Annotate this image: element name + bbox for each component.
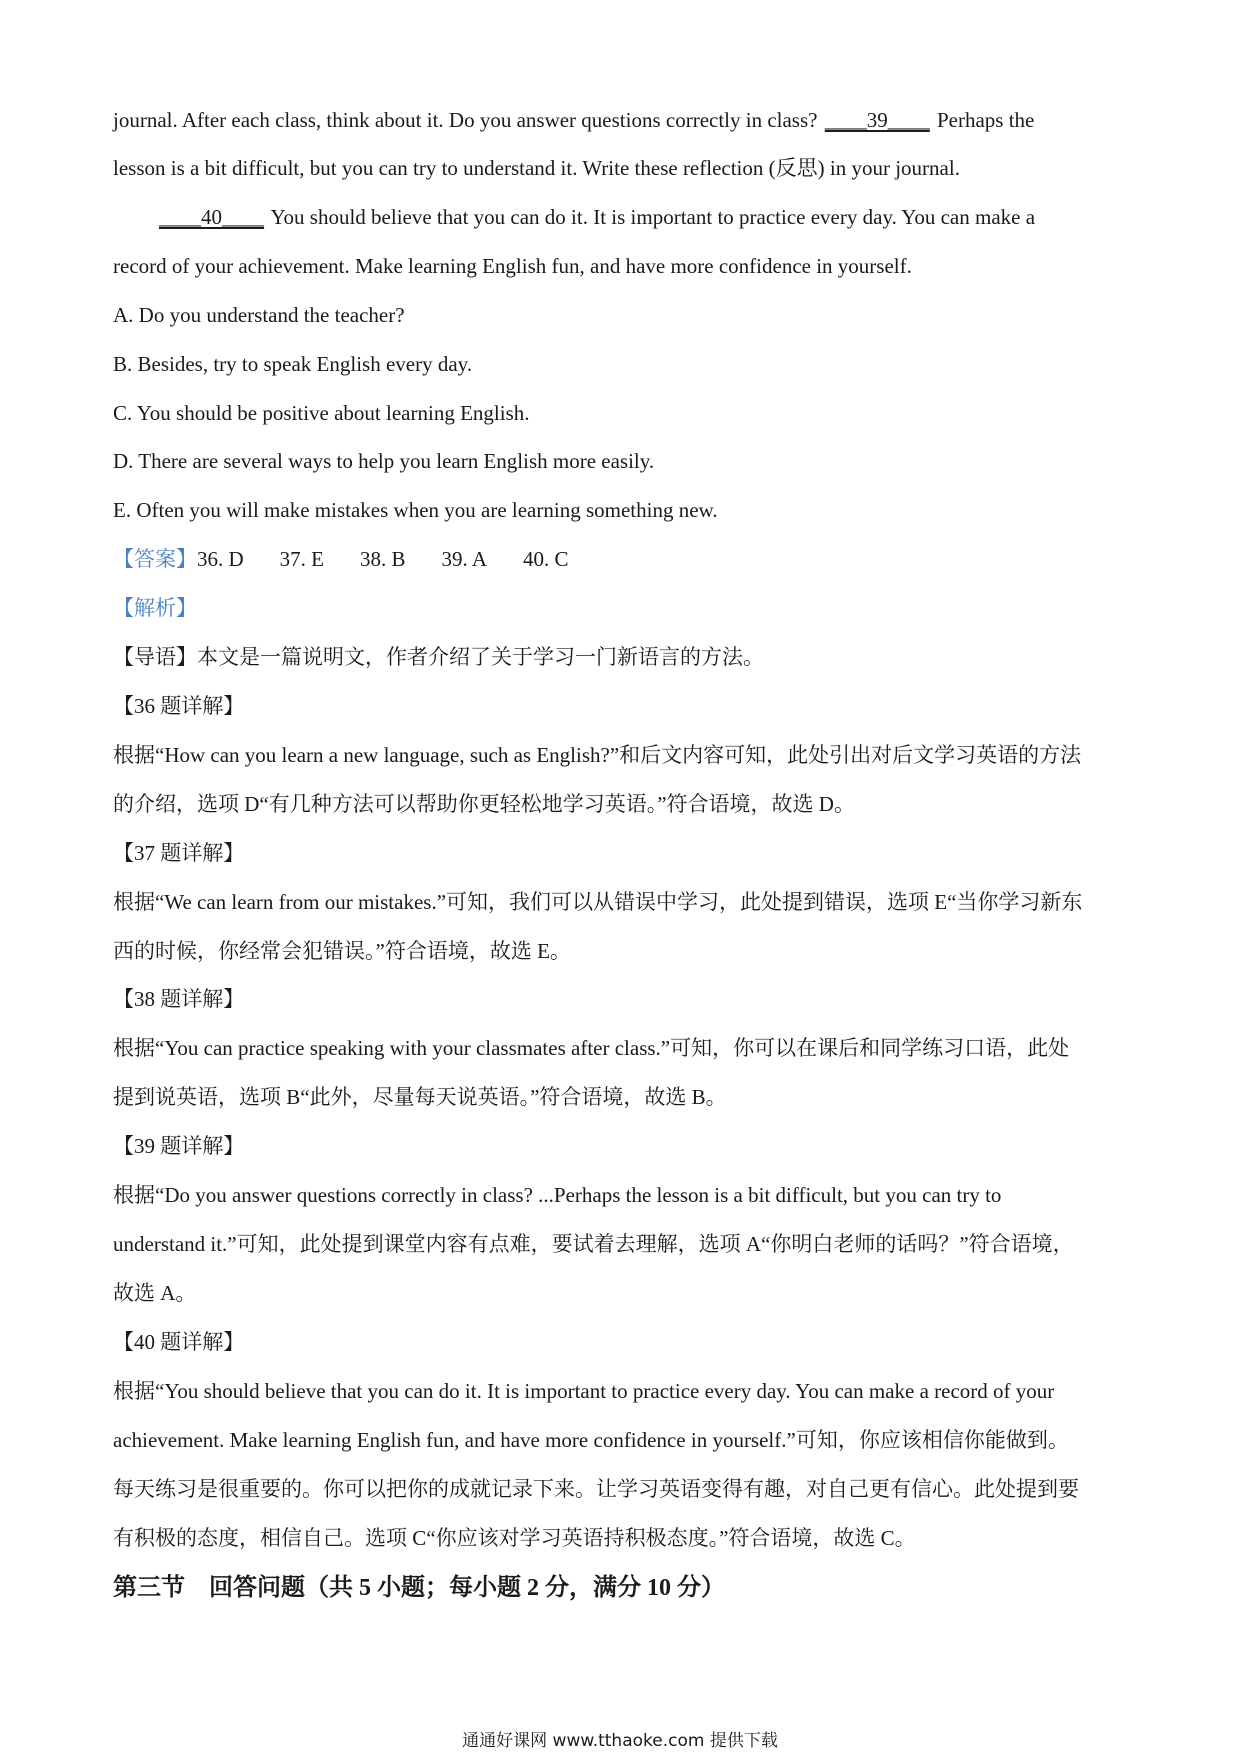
passage-line-3 <box>157 203 1035 231</box>
answer-item: 40. C <box>523 547 569 571</box>
answer-item: 36. D <box>197 547 244 571</box>
detail-39-line: understand it.”可知，此处提到课堂内容有点难，要试着去理解，选项 A“你明白老师的话吗？”符合语境， <box>113 1232 1074 1256</box>
detail-37-heading: 【37 题详解】 <box>113 841 245 865</box>
detail-39-line: 故选 A。 <box>113 1281 197 1305</box>
answer-item: 39. A <box>441 547 488 571</box>
blank-40: ____40____ <box>159 205 264 229</box>
detail-40-line: 每天练习是很重要的。你可以把你的成就记录下来。让学习英语变得有趣，对自己更有信心。此处提到要 <box>113 1477 1079 1501</box>
answer-item: 38. B <box>360 547 406 571</box>
section-title: 第三节 回答问题（共 5 小题；每小题 2 分，满分 10 分） <box>113 1575 725 1601</box>
answer-row <box>113 545 605 573</box>
detail-36-heading: 【36 题详解】 <box>113 694 245 718</box>
option-b: B. Besides, try to speak English every day. <box>113 352 473 376</box>
detail-40-line: 有积极的态度，相信自己。选项 C“你应该对学习英语持积极态度。”符合语境，故选 C。 <box>113 1526 916 1550</box>
guide-text: 【导语】本文是一篇说明文，作者介绍了关于学习一门新语言的方法。 <box>113 645 764 669</box>
option-d: D. There are several ways to help you learn English more easily. <box>113 449 655 473</box>
detail-36-line: 的介绍，选项 D“有几种方法可以帮助你更轻松地学习英语。”符合语境，故选 D。 <box>113 792 855 816</box>
passage-line-4: record of your achievement. Make learning English fun, and have more confidence in yourself. <box>113 254 912 278</box>
option-e: E. Often you will make mistakes when you are learning something new. <box>113 498 718 522</box>
detail-37-line: 西的时候，你经常会犯错误。”符合语境，故选 E。 <box>113 939 571 963</box>
detail-38-line: 提到说英语，选项 B“此外，尽量每天说英语。”符合语境，故选 B。 <box>113 1085 727 1109</box>
passage-line-1 <box>113 106 1034 134</box>
detail-39-line: 根据“Do you answer questions correctly in class? ...Perhaps the lesson is a bit difficult, but you can try to <box>113 1183 1002 1207</box>
option-c: C. You should be positive about learning English. <box>113 401 530 425</box>
blank-39: ____39____ <box>824 108 930 132</box>
option-a: A. Do you understand the teacher? <box>113 303 405 327</box>
detail-40-heading: 【40 题详解】 <box>113 1330 245 1354</box>
detail-38-heading: 【38 题详解】 <box>113 987 245 1011</box>
page-footer: 通通好课网 www.tthaoke.com 提供下载 <box>462 1731 778 1751</box>
answer-item: 37. E <box>279 547 324 571</box>
passage-text: You should believe that you can do it. It is important to practice every day. You can make a <box>266 205 1036 229</box>
detail-38-line: 根据“You can practice speaking with your classmates after class.”可知，你可以在课后和同学练习口语，此处 <box>113 1036 1070 1060</box>
passage-line-2: lesson is a bit difficult, but you can try to understand it. Write these reflection (反思) in your journal. <box>113 156 960 180</box>
detail-40-line: achievement. Make learning English fun, and have more confidence in yourself.”可知，你应该相信你能做到。 <box>113 1428 1069 1452</box>
passage-text: Perhaps the <box>931 108 1035 132</box>
detail-36-line: 根据“How can you learn a new language, such as English?”和后文内容可知，此处引出对后文学习英语的方法 <box>113 743 1082 767</box>
analysis-label: 【解析】 <box>113 596 197 620</box>
passage-text: journal. After each class, think about it. Do you answer questions correctly in class? <box>113 108 823 132</box>
answer-label: 【答案】 <box>113 547 197 571</box>
detail-39-heading: 【39 题详解】 <box>113 1134 245 1158</box>
detail-37-line: 根据“We can learn from our mistakes.”可知，我们可以从错误中学习，此处提到错误，选项 E“当你学习新东 <box>113 890 1083 914</box>
detail-40-line: 根据“You should believe that you can do it. It is important to practice every day. You can make a record of your <box>113 1379 1055 1403</box>
